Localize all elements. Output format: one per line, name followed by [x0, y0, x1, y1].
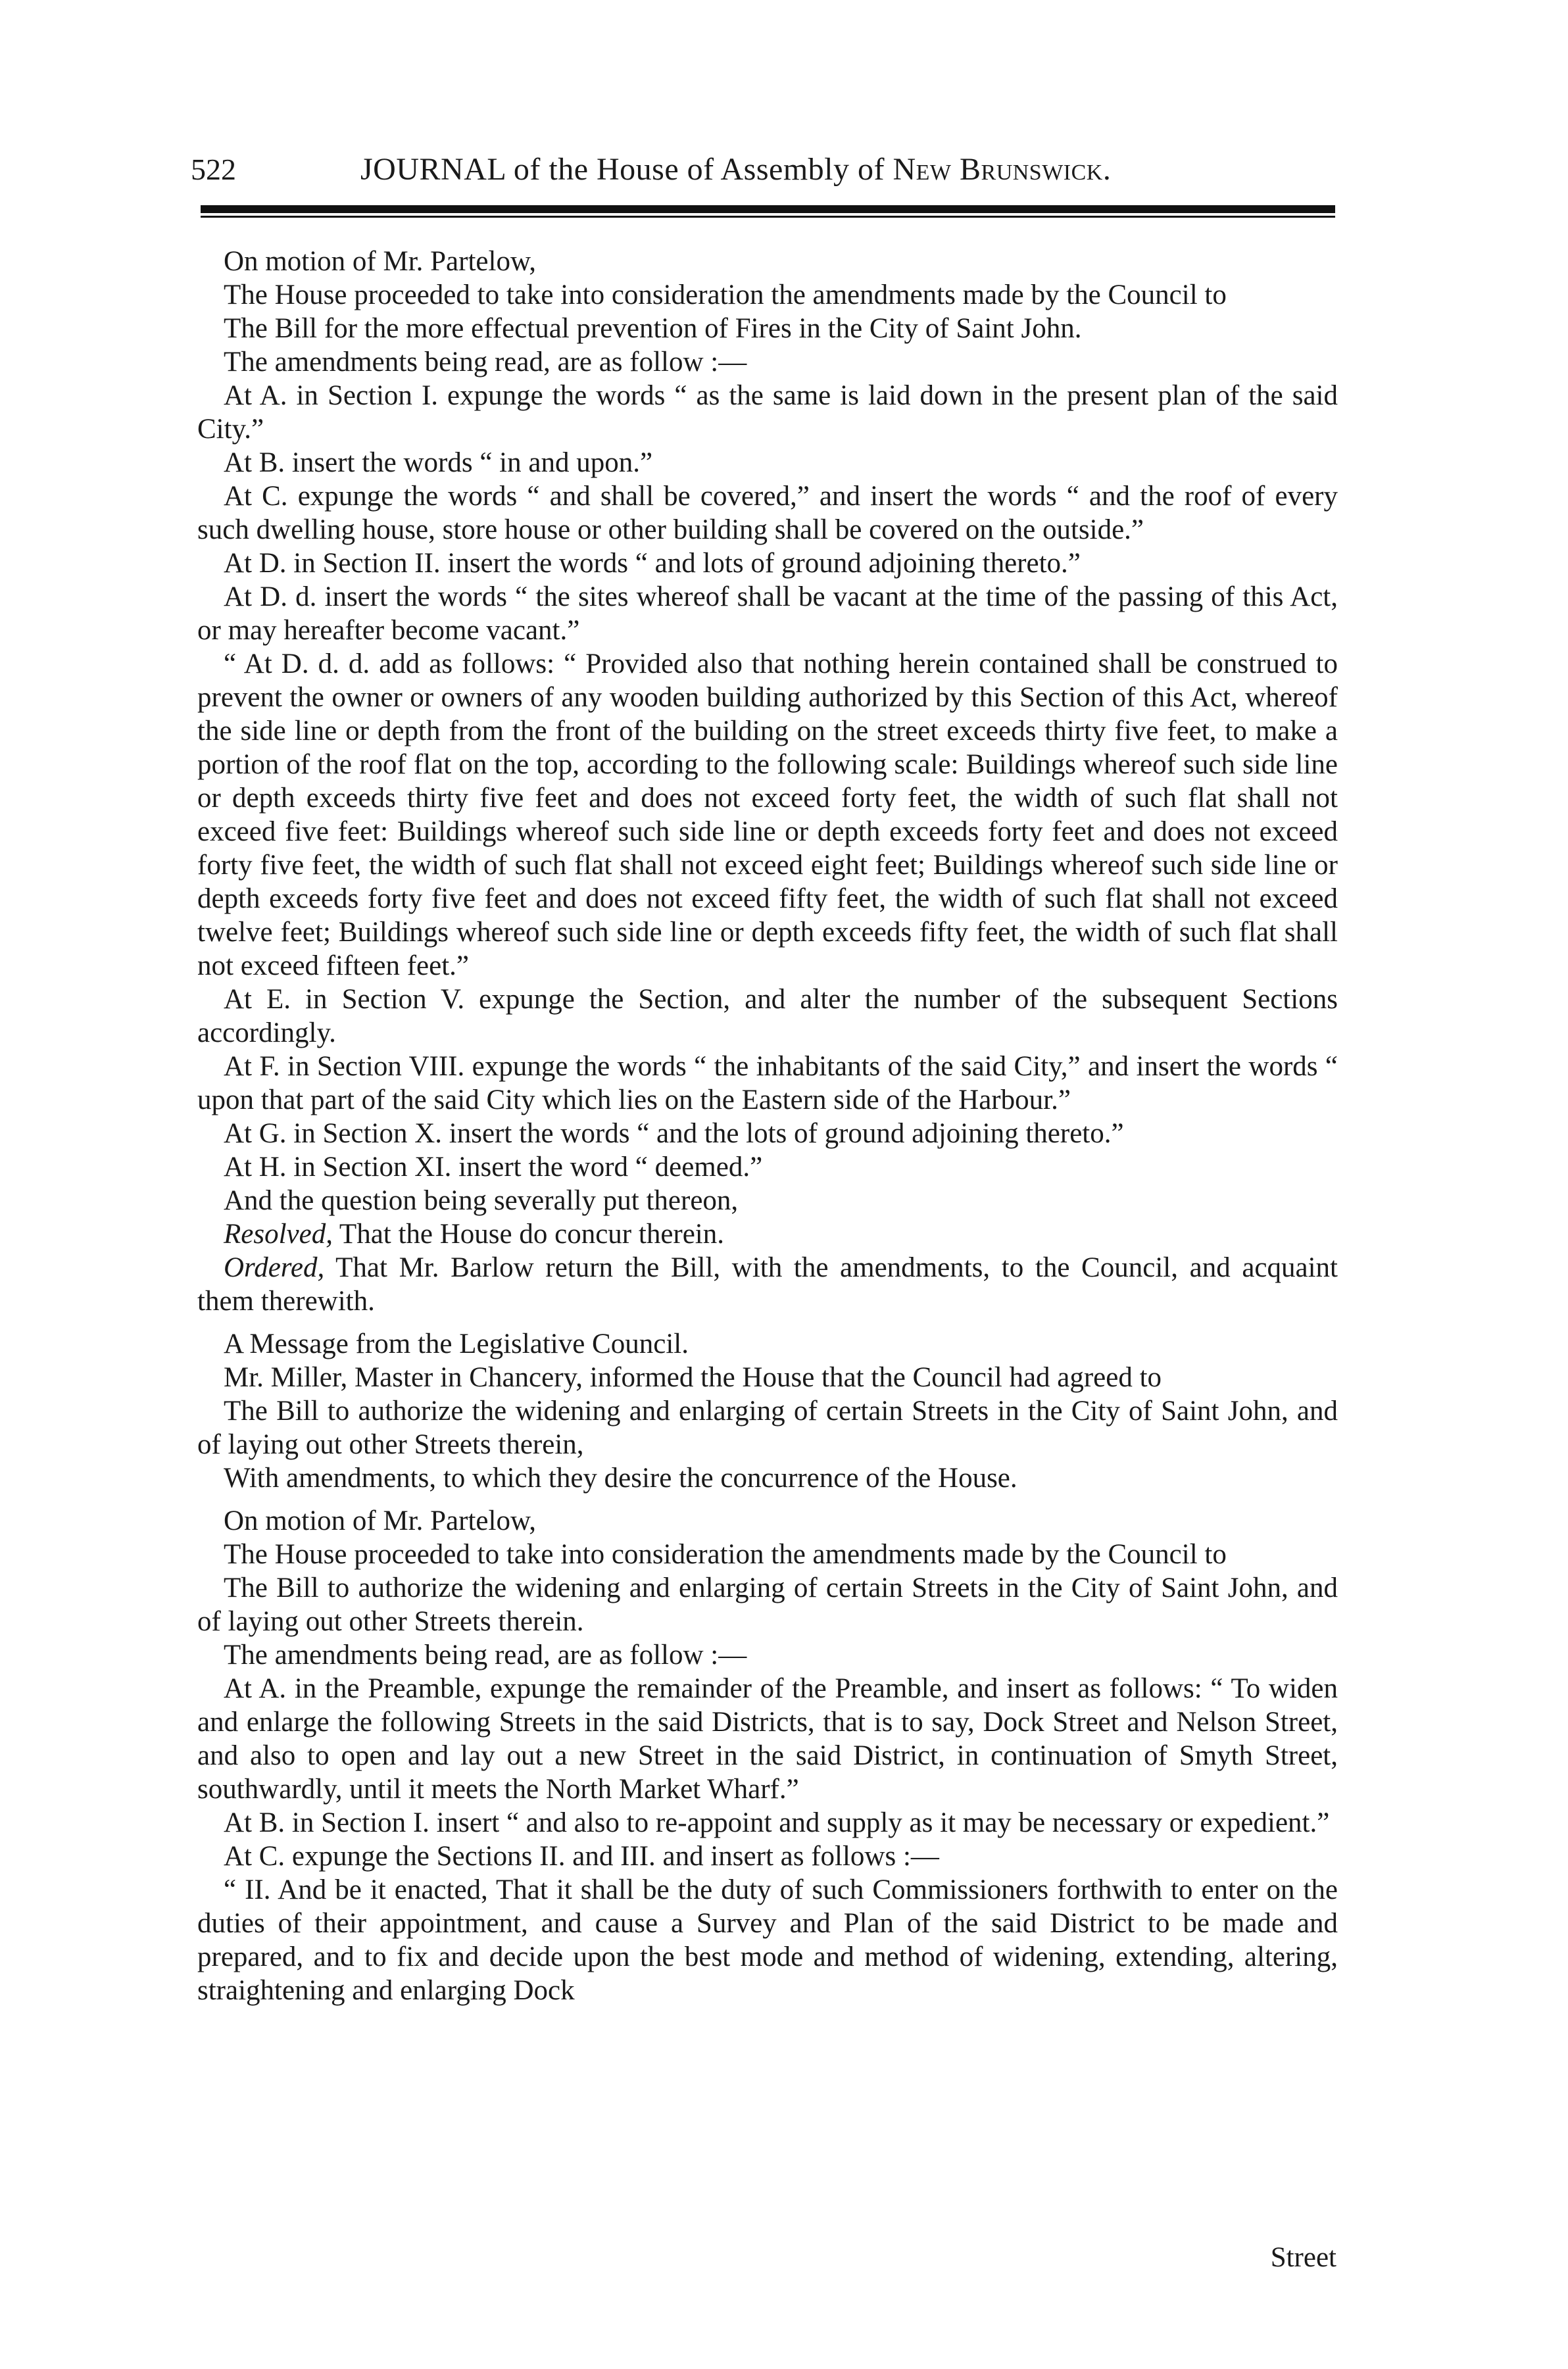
paragraph: At C. expunge the words “ and shall be covered,” and insert the words “ and the roof of every such dwelling house, store house or other building shall be covered on the outside.”: [197, 481, 1338, 545]
paragraph: At G. in Section X. insert the words “ and the lots of ground adjoining thereto.”: [224, 1118, 1124, 1149]
paragraph: The Bill to authorize the widening and enlarging of certain Streets in the City of Saint John, and of laying out other Streets therein,: [197, 1396, 1338, 1460]
paragraph: “ At D. d. d. add as follows: “ Provided also that nothing herein contained shall be construed to prevent the owner or owners of any wooden building authorized by this Section of this Act, whereof the side line or depth from the front of the building on the street exceeds thirty five feet, to make a portion of the roof flat on the top, according to the following scale: Buildings whereof such side line or depth exceeds thirty five feet and does not exceed forty feet, the width of such flat shall not exceed five feet: Buildings whereof such side line or depth exceeds forty feet and does not exceed forty five feet, the width of such flat shall not exceed eight feet; Buildings whereof such side line or depth exceeds forty five feet and does not exceed fifty feet, the width of such flat shall not exceed twelve feet; Buildings whereof such side line or depth exceeds fifty feet, the width of such flat shall not exceed fifteen feet.”: [197, 648, 1338, 981]
paragraph: The House proceeded to take into consideration the amendments made by the Council to: [224, 280, 1227, 310]
paragraph: At D. in Section II. insert the words “ and lots of ground adjoining thereto.”: [224, 548, 1081, 579]
page-number: 522: [191, 153, 236, 186]
paragraph: The House proceeded to take into consideration the amendments made by the Council to: [224, 1539, 1227, 1570]
paragraph: On motion of Mr. Partelow,: [224, 1505, 536, 1536]
paragraph: Mr. Miller, Master in Chancery, informed the House that the Council had agreed to: [224, 1362, 1162, 1393]
resolved-label: Resolved,: [224, 1219, 333, 1250]
running-head-title: JOURNAL of the House of Assembly of: [360, 152, 893, 187]
ordered-label: Ordered,: [224, 1252, 325, 1283]
resolved-text: That the House do concur therein.: [332, 1219, 725, 1250]
paragraph: At D. d. insert the words “ the sites whereof shall be vacant at the time of the passing of this Act, or may hereafter become vacant.”: [197, 581, 1338, 646]
header-rule-thin: [201, 216, 1335, 218]
paragraph: At E. in Section V. expunge the Section, and alter the number of the subsequent Sections accordingly.: [197, 984, 1338, 1048]
ordered-text: That Mr. Barlow return the Bill, with the amendments, to the Council, and acquaint them therewith.: [197, 1252, 1338, 1317]
paragraph: And the question being severally put thereon,: [224, 1185, 739, 1216]
ordered-paragraph: [197, 1251, 1338, 1318]
paragraph: At A. in Section I. expunge the words “ as the same is laid down in the present plan of the said City.”: [197, 380, 1338, 445]
running-head: [360, 150, 1111, 189]
paragraph: With amendments, to which they desire the concurrence of the House.: [224, 1463, 1017, 1494]
paragraph: A Message from the Legislative Council.: [224, 1329, 689, 1359]
header-rule-thick: [201, 205, 1335, 213]
resolved-paragraph: [197, 1217, 1338, 1251]
paragraph: The Bill for the more effectual prevention of Fires in the City of Saint John.: [224, 313, 1082, 344]
body-text: [197, 245, 1338, 2007]
running-head-province: New Brunswick.: [893, 152, 1112, 187]
page-header: [191, 150, 1342, 189]
paragraph: At C. expunge the Sections II. and III. and insert as follows :—: [224, 1841, 939, 1872]
paragraph: At B. in Section I. insert “ and also to re-appoint and supply as it may be necessary or expedient.”: [224, 1807, 1330, 1838]
catchword: Street: [1270, 2242, 1336, 2273]
paragraph: “ II. And be it enacted, That it shall be the duty of such Commissioners forthwith to enter on the duties of their appointment, and cause a Survey and Plan of the said District to be made and prepared, and to fix and decide upon the best mode and method of widening, extending, altering, straightening and enlarging Dock: [197, 1874, 1338, 2006]
paragraph: On motion of Mr. Partelow,: [224, 246, 536, 277]
paragraph: At H. in Section XI. insert the word “ deemed.”: [224, 1152, 763, 1183]
paragraph: The amendments being read, are as follow :—: [224, 347, 747, 378]
paragraph: At A. in the Preamble, expunge the remainder of the Preamble, and insert as follows: “ To widen and enlarge the following Streets in the said Districts, that is to say, Dock Street and Nelson Street, and also to open and lay out a new Street in the said District, in continuation of Smyth Street, southwardly, until it meets the North Market Wharf.”: [197, 1673, 1338, 1805]
paragraph: The amendments being read, are as follow :—: [224, 1640, 747, 1671]
paragraph: At F. in Section VIII. expunge the words “ the inhabitants of the said City,” and insert the words “ upon that part of the said City which lies on the Eastern side of the Harbour.”: [197, 1051, 1338, 1115]
paragraph: At B. insert the words “ in and upon.”: [224, 447, 653, 478]
paragraph: The Bill to authorize the widening and enlarging of certain Streets in the City of Saint John, and of laying out other Streets therein.: [197, 1573, 1338, 1637]
